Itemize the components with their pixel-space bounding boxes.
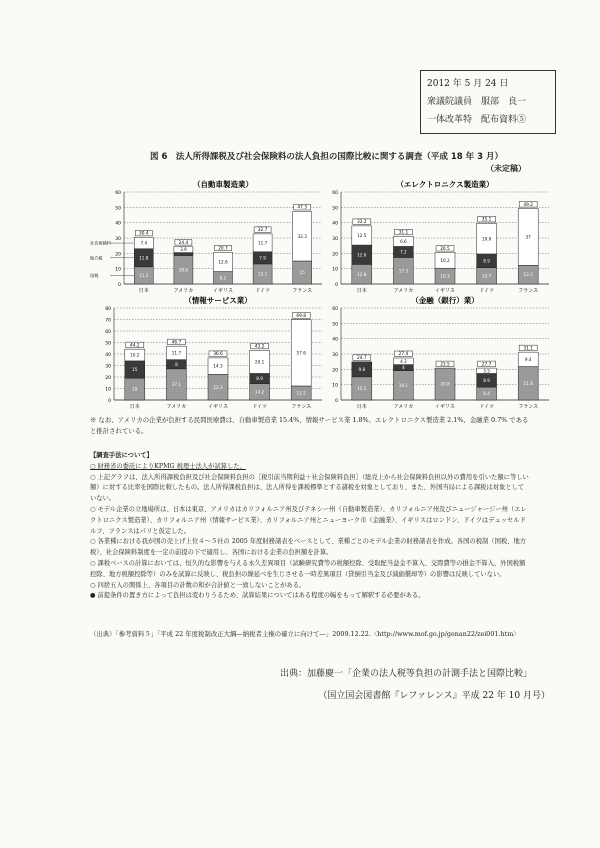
x-tick-label: 日本: [356, 288, 367, 294]
chart-panel-information-services: [88, 294, 328, 412]
x-tick-label: イギリス: [435, 288, 455, 294]
y-tick-label: 60: [332, 307, 338, 312]
x-tick-label: ドイツ: [252, 404, 267, 410]
segment-value-label: 10.2: [440, 257, 450, 263]
y-tick-label: 80: [105, 307, 111, 312]
segment-value-label: 14.3: [213, 363, 223, 369]
source-line-2: （国立国会図書館『レファレンス』平成 22 年 10 月号）: [318, 691, 550, 701]
segment-value-label: 7.9: [259, 255, 266, 261]
x-tick-label: フランス: [291, 404, 312, 410]
x-tick-label: ドイツ: [479, 404, 494, 410]
x-tick-label: アメリカ: [393, 404, 414, 410]
total-value-label: 20.5: [440, 246, 450, 252]
y-tick-label: 0: [118, 283, 121, 288]
y-tick-label: 30: [332, 237, 338, 242]
methods-item: ○ 上記グラフは、法人所得課税負担及び社会保険料負担の［税引前当期利益＋社会保険料負担］（総売上から社会保険料負担以外の費用を引いた額に等しい額）に対する比率を国際比較したもの。法人所得課税負担は、法人所得を課税標準とする諸税を対象としており、また、外国当局による課税は対象としていない。: [90, 473, 529, 503]
stamp-material: 一体改革特 配布資料⑤: [427, 115, 527, 125]
segment-value-label: 21.8: [523, 380, 533, 386]
chart-title: （情報サービス業）: [184, 296, 252, 305]
total-value-label: 47.3: [297, 205, 307, 211]
x-tick-label: イギリス: [213, 288, 233, 294]
segment-value-label: 8.9: [256, 376, 263, 382]
total-value-label: 44.2: [130, 343, 140, 349]
y-tick-label: 60: [105, 330, 111, 335]
segment-value-label: 10.7: [481, 273, 492, 279]
total-value-label: 24.4: [178, 240, 189, 246]
source-citation-mof: （出典）「参考資料５」「平成 22 年度税制改正大綱―納税者主権の確立に向けて―」2009.12.22.〈http://www.mof.go.jp/genan22/zei001.htm〉: [90, 630, 520, 638]
methods-list: [90, 462, 530, 602]
source-line-1: 出典：加藤慶一「企業の法人税等負担の計測手法と国際比較」: [280, 669, 533, 679]
segment-value-label: 9.8: [358, 366, 366, 372]
segment-value-label: 20.8: [440, 381, 450, 387]
y-tick-label: 60: [332, 191, 338, 196]
x-tick-label: 日本: [129, 404, 140, 410]
segment-value-label: 17.3: [398, 268, 409, 274]
total-value-label: 27.4: [398, 352, 409, 358]
chart-title: （自動車製造業）: [193, 180, 253, 189]
total-value-label: 69.8: [296, 313, 306, 319]
segment-value-label: 7.2: [400, 249, 407, 255]
series-side-label: 国税: [90, 272, 99, 278]
segment-value-label: 11.7: [171, 350, 182, 356]
total-value-label: 27.7: [481, 362, 492, 368]
methods-section: [90, 451, 530, 602]
y-tick-label: 70: [105, 318, 111, 324]
segment-value-label: 15.1: [357, 386, 367, 392]
y-tick-label: 50: [332, 322, 338, 328]
methods-item: ○ モデル企業の立地場所は、日本は東京、アメリカはカリフォルニア州及びテネシー州（自動車製造業）、カリフォルニア州及びニュージャージー州（エレクトロニクス製造業）、カリフォルニア州（情報サービス業）、カリフォルニア州とニューヨーク市（金融業）、イギリスはロンドン、ドイツはデュッセルドルフ、フランスはパリと仮定した。: [90, 505, 527, 535]
segment-value-label: 9.4: [524, 356, 532, 362]
total-value-label: 23.5: [440, 362, 450, 368]
segment-value-label: 20.1: [254, 359, 265, 365]
x-tick-label: フランス: [518, 288, 539, 294]
y-tick-label: 20: [115, 252, 121, 258]
bar-segment: [174, 253, 193, 256]
segment-value-label: 22.3: [213, 384, 223, 390]
y-tick-label: 20: [105, 376, 111, 381]
segment-value-label: 15: [299, 270, 305, 276]
segment-value-label: 4: [402, 365, 405, 371]
y-tick-label: 40: [115, 221, 121, 227]
total-value-label: 31.1: [398, 230, 409, 236]
y-tick-label: 10: [332, 267, 338, 273]
segment-value-label: 37: [525, 234, 531, 240]
total-value-label: 46.7: [171, 340, 182, 346]
segment-value-label: 10.2: [130, 352, 140, 358]
x-tick-label: アメリカ: [393, 288, 414, 294]
chart-title: （金融（銀行）業）: [411, 296, 479, 305]
y-tick-label: 40: [105, 353, 111, 358]
segment-value-label: 19.9: [481, 236, 492, 242]
total-value-label: 30.4: [139, 231, 149, 237]
x-tick-label: 日本: [138, 288, 149, 294]
segment-value-label: 3.5: [483, 368, 490, 374]
y-tick-label: 0: [335, 399, 338, 404]
segment-value-label: 12.2: [296, 390, 306, 396]
total-value-label: 32.7: [257, 228, 268, 234]
footnote-medical-costs: ※ なお、アメリカの企業が負担する民間医療費は、自動車製造業 15.4%、情報サービス業 1.8%、エレクトロニクス製造業 2.1%、金融業 0.7% であると推計されている。: [90, 416, 529, 435]
total-value-label: 31.1: [523, 346, 533, 352]
x-tick-label: フランス: [518, 404, 539, 410]
segment-value-label: 18.6: [178, 267, 189, 273]
total-value-label: 35.1: [481, 217, 492, 223]
x-tick-label: 日本: [356, 404, 367, 410]
segment-value-label: 32.3: [297, 233, 307, 239]
y-tick-label: 50: [332, 206, 338, 212]
segment-value-label: 7.4: [140, 240, 148, 246]
x-tick-label: ドイツ: [479, 288, 494, 294]
x-tick-label: アメリカ: [166, 404, 187, 410]
series-side-label: 地方税: [90, 255, 103, 261]
methods-item: ● 前提条件の置き方によって負担は変わりうるため、試算結果についてはある程度の幅をもって解釈する必要がある。: [90, 592, 425, 600]
segment-value-label: 13.1: [257, 271, 268, 277]
x-tick-label: イギリス: [208, 404, 228, 410]
segment-value-label: 12.8: [357, 271, 367, 277]
figure-title: 図 6 法人所得課税及び社会保険料の法人負担の国際比較に関する調査（平成 18 年 3 月）: [150, 152, 503, 162]
y-tick-label: 60: [115, 191, 121, 196]
y-tick-label: 20: [332, 368, 338, 374]
segment-value-label: 12.5: [357, 233, 367, 239]
total-value-label: 36.6: [213, 352, 223, 358]
y-tick-label: 0: [108, 399, 111, 404]
total-value-label: 20.7: [218, 246, 228, 252]
segment-value-label: 11.7: [257, 240, 268, 246]
segment-value-label: 57.6: [296, 350, 306, 356]
chart-panel-finance-banking: [315, 294, 555, 412]
distribution-stamp-box: [420, 70, 556, 134]
segment-value-label: 19: [132, 386, 138, 392]
stamp-date: 2012 年 5 月 24 日: [427, 79, 509, 89]
x-tick-label: ドイツ: [255, 288, 270, 294]
segment-value-label: 8.9: [483, 258, 490, 264]
y-tick-label: 10: [105, 387, 111, 393]
methods-item: ○ 四捨五入の関係上、各項目の計数の和が合計値と一致しないことがある。: [90, 581, 306, 589]
segment-value-label: 11.2: [139, 273, 149, 279]
segment-value-label: 8.1: [219, 275, 227, 281]
x-tick-label: フランス: [292, 288, 313, 294]
chart-svg: [88, 294, 328, 412]
methods-item: ○ 課税ベースの計算においては、恒久的な影響を与える永久差異項目（試験研究費等の税額控除、受取配当益金不算入、交際費等の損金不算入、外国税額控除、地方税額控除等）のみを試算に反映し、税負担の繰延べを生じさせる一時差異項目（貸倒引当金及び減価償却等）の影響は反映していない。: [90, 559, 526, 578]
segment-value-label: 19.1: [398, 382, 409, 388]
chart-panel-automotive: [88, 178, 328, 296]
segment-value-label: 15: [132, 367, 138, 373]
x-tick-label: イギリス: [435, 404, 455, 410]
x-tick-label: アメリカ: [173, 288, 194, 294]
y-tick-label: 30: [115, 237, 121, 242]
total-value-label: 24.7: [357, 356, 367, 362]
segment-value-label: 6.6: [400, 238, 407, 244]
y-tick-label: 10: [332, 383, 338, 389]
source-citation-kato: [280, 663, 550, 707]
segment-value-label: 27.1: [171, 382, 182, 388]
y-tick-label: 50: [105, 341, 111, 347]
total-value-label: 49.2: [523, 202, 533, 208]
chart-panel-electronics: [315, 178, 555, 296]
methods-item: ○ 財務省の委託によりKPMG 税理士法人が試算した。: [90, 462, 246, 470]
stamp-member: 衆議院議員 服部 良一: [427, 97, 527, 107]
chart-svg: [88, 178, 328, 296]
segment-value-label: 8.4: [483, 391, 490, 397]
y-tick-label: 0: [335, 283, 338, 288]
segment-value-label: 4.3: [400, 358, 407, 364]
chart-title: （エレクトロニクス製造業）: [396, 180, 494, 189]
total-value-label: 33.2: [357, 220, 367, 226]
segment-value-label: 12.2: [523, 272, 533, 278]
segment-value-label: 8: [175, 361, 178, 367]
segment-value-label: 10.3: [440, 273, 450, 279]
chart-svg: [315, 294, 555, 412]
segment-value-label: 3.9: [180, 247, 187, 253]
chart-svg: [315, 178, 555, 296]
methods-item: ○ 各業種における我が国の売上げ上位４～５社の 2005 年度財務諸表をベースとして、業種ごとのモデル企業の財務諸表を作成。各国の税制（国税、地方税）、社会保険料制度を一定の前提の下で適用し、各国における企業の負担額を計算。: [90, 538, 527, 557]
provisional-label: （未定稿）: [486, 164, 526, 173]
y-tick-label: 20: [332, 252, 338, 258]
y-tick-label: 30: [105, 364, 111, 370]
y-tick-label: 30: [332, 353, 338, 358]
methods-header: 【調査手法について】: [90, 452, 153, 459]
segment-value-label: 12.6: [357, 252, 367, 258]
y-tick-label: 50: [115, 206, 121, 212]
y-tick-label: 40: [332, 337, 338, 343]
segment-value-label: 14.2: [254, 389, 265, 395]
y-tick-label: 40: [332, 221, 338, 227]
segment-value-label: 11.8: [139, 255, 149, 261]
series-side-label: 社会保険料: [90, 240, 111, 246]
segment-value-label: 12.6: [218, 259, 228, 265]
total-value-label: 43.2: [254, 344, 265, 350]
y-tick-label: 10: [115, 267, 121, 273]
segment-value-label: 8.9: [483, 377, 490, 383]
